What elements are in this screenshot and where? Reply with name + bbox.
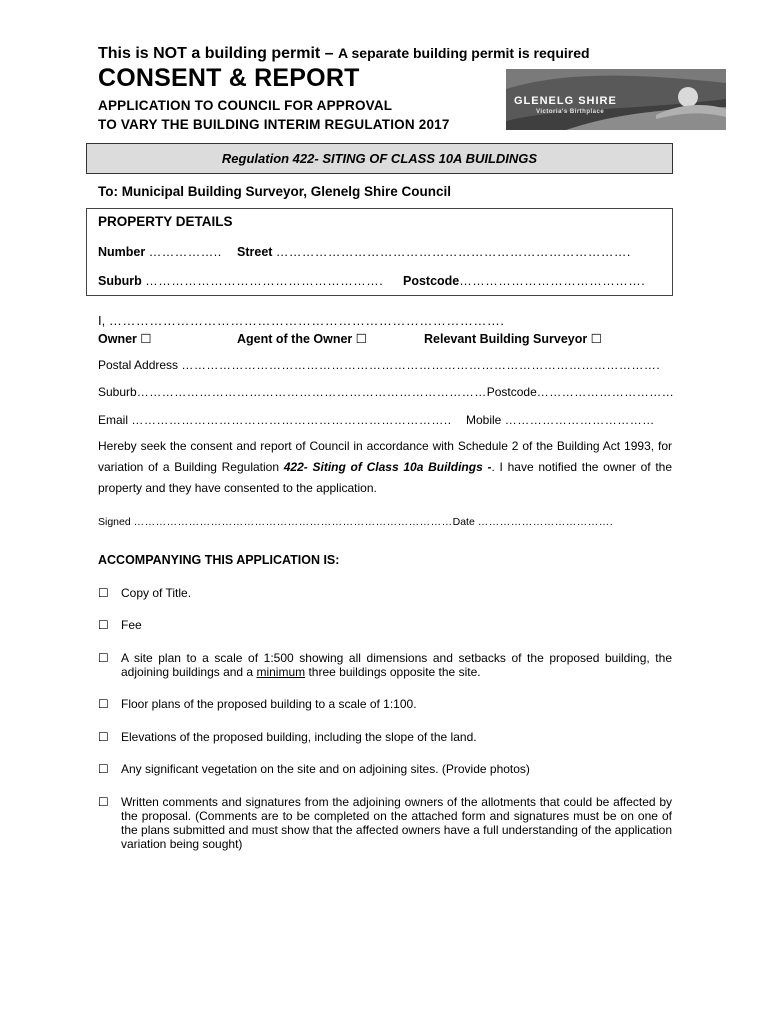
checklist-item-fee[interactable]: ☐ Fee — [98, 618, 142, 632]
postal-address-field[interactable]: Postal Address ……………………………………………………………………………………………………. — [98, 358, 661, 372]
checklist-item-site-plan[interactable]: ☐ A site plan to a scale of 1:500 showing all dimensions and setbacks of the proposed building, the adjoining buildings and a minimum three buildings opposite the site. — [98, 651, 672, 679]
mobile-field[interactable]: Mobile ……………………………… — [466, 413, 655, 427]
surveyor-checkbox[interactable]: Relevant Building Surveyor ☐ — [424, 332, 602, 346]
checkbox[interactable]: ☐ — [98, 697, 109, 711]
agent-checkbox[interactable]: Agent of the Owner ☐ — [237, 332, 367, 346]
declaration-text: Hereby seek the consent and report of Council in accordance with Schedule 2 of the Building Act 1993, for variation of a Building Regulation 422- Siting of Class 10a Buildings -. I have notified the owner of the property and they have consented to the application. — [98, 439, 673, 495]
page-title: CONSENT & REPORT — [98, 64, 360, 92]
subtitle-line-1: APPLICATION TO COUNCIL FOR APPROVAL — [98, 98, 393, 113]
addressee: To: Municipal Building Surveyor, Glenelg Shire Council — [98, 184, 452, 199]
checklist-item-floor-plans[interactable]: ☐ Floor plans of the proposed building to a scale of 1:100. — [98, 697, 417, 711]
notice-bold: This is NOT a building permit — [98, 45, 321, 62]
logo-tagline: Victoria's Birthplace — [536, 109, 605, 115]
number-field[interactable]: Number …………….. — [98, 245, 222, 259]
logo-text: GLENELG SHIRE — [514, 95, 617, 107]
checklist-item-title[interactable]: ☐ Copy of Title. — [98, 586, 192, 600]
notice-rest: A separate building permit is required — [338, 45, 590, 61]
checkbox[interactable]: ☐ — [98, 651, 109, 665]
checkbox[interactable]: ☐ — [98, 730, 109, 744]
property-suburb-field[interactable]: Suburb ………………………………………………. — [98, 274, 384, 288]
email-field[interactable]: Email ………………………………………………………………….. — [98, 413, 452, 427]
subtitle-line-2: TO VARY THE BUILDING INTERIM REGULATION 2017 — [98, 117, 450, 132]
property-postcode-field[interactable]: Postcode……………………………………. — [403, 274, 646, 288]
checkbox[interactable]: ☐ — [98, 586, 109, 600]
accompanying-heading: ACCOMPANYING THIS APPLICATION IS: — [98, 553, 340, 567]
permit-notice: This is NOT a building permit – A separate building permit is required — [98, 45, 590, 62]
checkbox[interactable]: ☐ — [98, 618, 109, 632]
checkbox[interactable]: ☐ — [98, 762, 109, 776]
street-field[interactable]: Street ………………………………………………………………………. — [237, 245, 631, 259]
property-details-heading: PROPERTY DETAILS — [98, 214, 233, 229]
checklist-item-written-comments[interactable]: ☐ Written comments and signatures from the adjoining owners of the allotments that could be affected by the proposal. (Comments are to be completed on the attached form and signatures must be on one of the plans submitted and must show that the affected owners have a full understanding of the application variation being sought) — [98, 795, 672, 851]
owner-checkbox[interactable]: Owner ☐ — [98, 332, 152, 346]
applicant-suburb-field[interactable]: Suburb…………………………………………………………………………Postcode…………………………… — [98, 385, 675, 399]
regulation-box: Regulation 422- SITING OF CLASS 10A BUILDINGS — [86, 143, 673, 174]
signature-line[interactable]: Signed ……………………………………………………………………………Date ………………………………. — [98, 516, 614, 528]
checklist-item-elevations[interactable]: ☐ Elevations of the proposed building, including the slope of the land. — [98, 730, 477, 744]
checklist-item-vegetation[interactable]: ☐ Any significant vegetation on the site and on adjoining sites. (Provide photos) — [98, 762, 530, 776]
checkbox[interactable]: ☐ — [98, 795, 109, 809]
glenelg-shire-logo — [506, 69, 726, 130]
applicant-name-field[interactable]: I, ……………………………………………………………………………. — [98, 313, 505, 328]
